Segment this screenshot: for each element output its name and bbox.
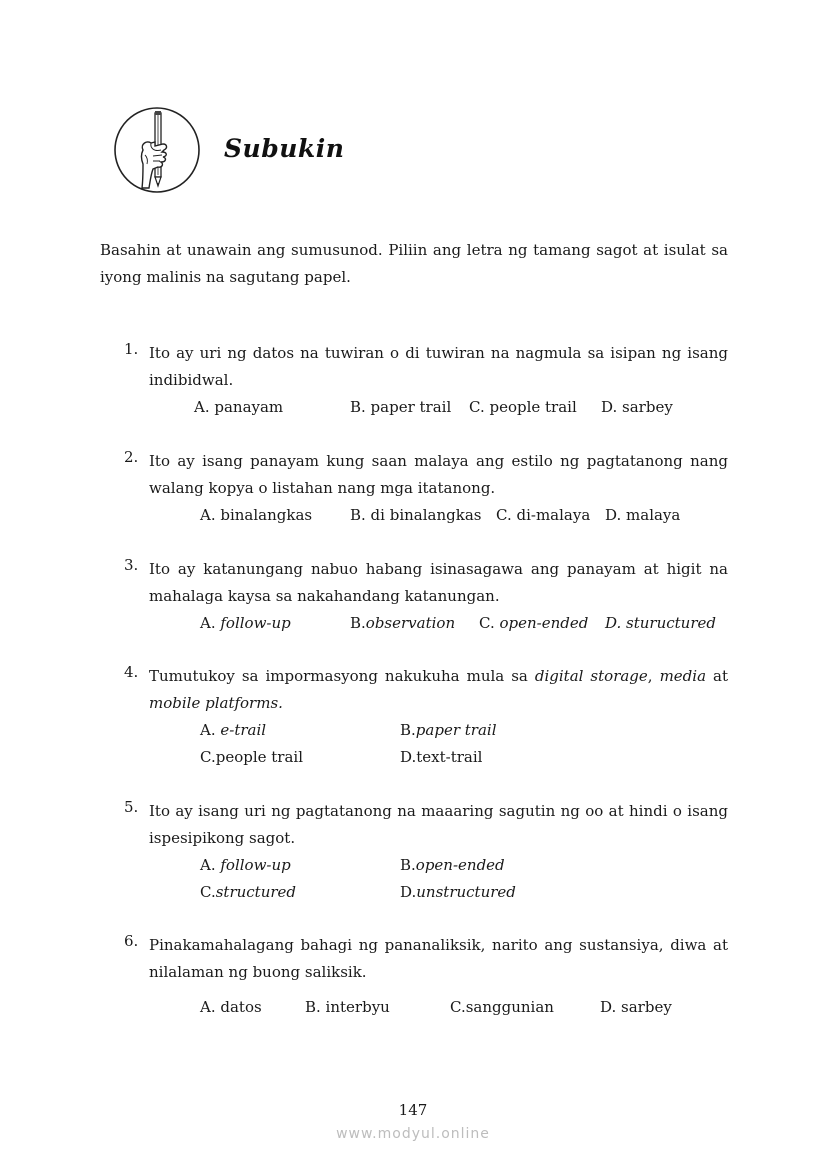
question-stem: Tumutukoy sa impormasyong nakukuha mula sa digital storage, media at mobile platforms. [149,667,728,712]
option-d: D. malaya [605,506,681,524]
option-c: C. people trail [469,398,577,416]
question-number: 2. [124,448,139,466]
option-b: B.observation [350,614,456,632]
question-item [124,556,728,637]
option-c: C. di-malaya [496,506,591,524]
option-d: D. sarbey [601,398,673,416]
option-b: B.open-ended [400,856,505,874]
question-stem: Pinakamahalagang bahagi ng pananaliksik, narito ang sustansiya, diwa at nilalaman ng buong saliksik. [149,936,728,981]
instructions: Basahin at unawain ang sumusunod. Piliin ang letra ng tamang sagot at isulat sa iyong malinis na sagutang papel. [100,241,728,286]
question-number: 6. [124,932,139,950]
answer-options-row-2 [124,744,728,771]
option-a: A. follow-up [200,614,291,632]
option-c: C. open-ended [479,614,589,632]
question-item [124,340,728,421]
page-number: 147 [398,1101,428,1119]
question-item [124,932,728,1021]
page-title: Subukin [224,134,345,163]
question-number: 1. [124,340,139,358]
answer-options-row-1 [124,852,728,879]
answer-options [124,994,728,1021]
answer-options [124,502,728,529]
question-stem: Ito ay isang panayam kung saan malaya ang estilo ng pagtatanong nang walang kopya o listahan nang mga itatanong. [149,452,728,497]
option-c: C.sanggunian [450,998,554,1016]
option-b: B. di binalangkas [350,506,482,524]
question-item [124,663,728,771]
question-number: 5. [124,798,139,816]
option-a: A. panayam [194,398,284,416]
option-a: A. e-trail [200,721,267,739]
question-stem: Ito ay katanungang nabuo habang isinasagawa ang panayam at higit na mahalaga kaysa sa nakahandang katanungan. [149,560,728,605]
question-stem: Ito ay uri ng datos na tuwiran o di tuwiran na nagmula sa isipan ng isang indibidwal. [149,344,728,389]
question-item [124,798,728,906]
question-stem: Ito ay isang uri ng pagtatanong na maaaring sagutin ng oo at hindi o isang ispesipikong sagot. [149,802,728,847]
question-number: 3. [124,556,139,574]
option-d: D.text-trail [400,748,483,766]
question-item [124,448,728,529]
hand-holding-pencil-icon [113,106,201,194]
option-c: C.structured [200,883,297,901]
option-b: B.paper trail [400,721,497,739]
answer-options [124,394,728,421]
answer-options [124,610,728,637]
option-b: B. paper trail [350,398,452,416]
option-d: D. stuructured [605,614,716,632]
question-number: 4. [124,663,139,681]
answer-options-row-2 [124,879,728,906]
option-d: D. sarbey [600,998,672,1016]
option-a: A. datos [200,998,262,1016]
option-a: A. binalangkas [200,506,313,524]
option-d: D.unstructured [400,883,516,901]
option-c: C.people trail [200,748,304,766]
watermark: www.modyul.online [336,1126,490,1142]
option-b: B. interbyu [305,998,390,1016]
option-a: A. follow-up [200,856,291,874]
answer-options-row-1 [124,717,728,744]
